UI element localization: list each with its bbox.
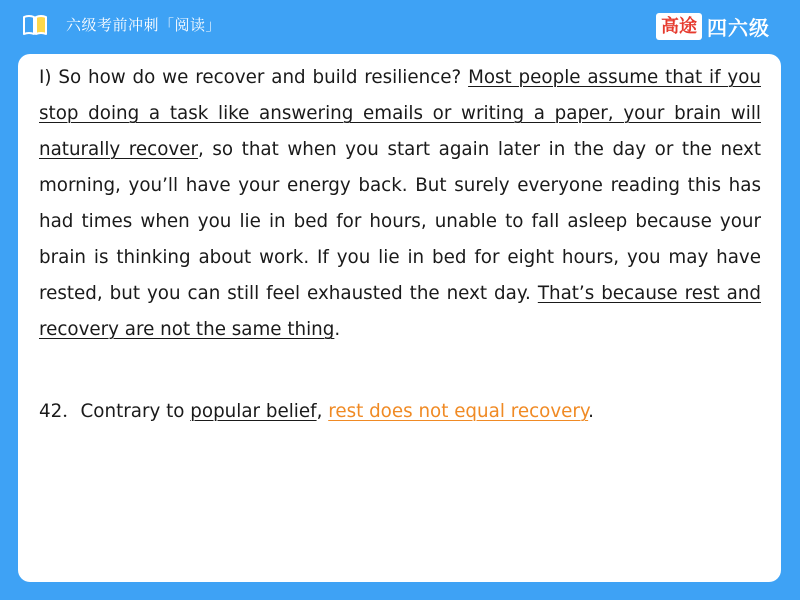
brand-name: 高途 [656,13,702,40]
book-icon [22,14,48,36]
top-bar [0,0,800,52]
course-title: 六级考前冲刺「阅读」 [66,16,222,34]
passage-lead: I) So how do we recover and build resilience? [39,67,469,88]
passage-middle: , so that when you start again later in the day or the next morning, you’ll have your energy back. But surely everyone reading this has had times when you lie in bed for hours, unable to fall asleep because your brain is thinking about work. If you lie in bed for eight hours, you may have rested, but you can still feel exhausted the next day. [39,139,761,304]
question-prefix: Contrary to [80,401,191,422]
passage-end: . [334,319,341,340]
question-underlined-phrase: popular belief [190,401,317,422]
underlined-sentence-1: Most people assume that if you stop doing a task like answering emails or writing a paper, your brain will naturally recover [39,67,761,160]
brand-subtitle: 四六级 [707,15,770,40]
question-comma: , [316,401,329,422]
answer-phrase: rest does not equal recovery [328,401,589,422]
question-42 [39,394,761,430]
content-card [18,54,781,582]
underlined-sentence-2: That’s because rest and recovery are not the same thing [39,283,761,340]
reading-passage [39,60,761,348]
question-number: 42． [39,401,81,422]
brand-logo [656,12,770,40]
question-end: . [588,401,594,422]
